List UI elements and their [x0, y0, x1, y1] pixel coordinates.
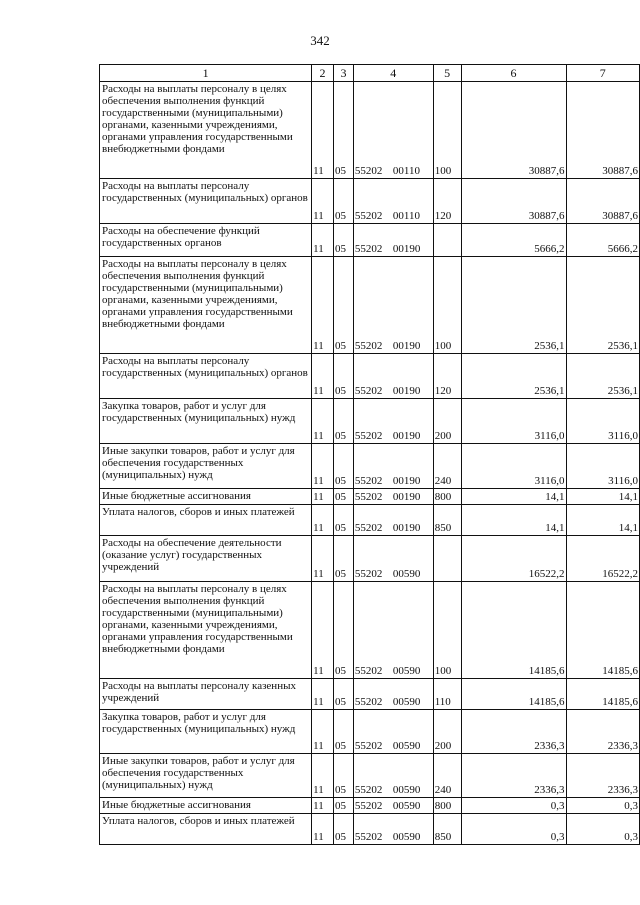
- row-amount-col6: 5666,2: [461, 224, 566, 257]
- target-article-direction: 00590: [392, 665, 421, 677]
- row-name: Расходы на выплаты персоналу в целях обеспечения выполнения функций государственными (муниципальными) органами, казенными учреждениями, органами управления государственными внебюджетными фондами: [100, 82, 312, 179]
- target-article-direction: 00590: [392, 568, 421, 580]
- target-article-program: 55202: [354, 665, 383, 677]
- target-article-program: 55202: [354, 475, 383, 487]
- row-amount-col6: 30887,6: [461, 179, 566, 224]
- target-article-direction: 00590: [392, 784, 421, 796]
- row-amount-col6: 2336,3: [461, 710, 566, 754]
- row-section: 11: [312, 444, 334, 489]
- row-target-article: [353, 179, 433, 224]
- target-article-program: 55202: [354, 522, 383, 534]
- row-amount-col6: 3116,0: [461, 444, 566, 489]
- row-amount-col7: 3116,0: [566, 444, 640, 489]
- row-name: Иные бюджетные ассигнования: [100, 798, 312, 814]
- target-article-program: 55202: [354, 210, 383, 222]
- row-amount-col6: 14,1: [461, 505, 566, 536]
- row-target-article: [353, 582, 433, 679]
- row-expense-type: 200: [433, 710, 461, 754]
- row-name: Расходы на выплаты персоналу государственных (муниципальных) органов: [100, 179, 312, 224]
- row-target-article: [353, 814, 433, 845]
- table-row: [100, 536, 640, 582]
- row-subsection: 05: [333, 814, 353, 845]
- row-subsection: 05: [333, 444, 353, 489]
- row-section: 11: [312, 582, 334, 679]
- row-expense-type: [433, 224, 461, 257]
- row-subsection: 05: [333, 224, 353, 257]
- target-article-direction: 00190: [392, 243, 421, 255]
- target-article-program: 55202: [354, 800, 383, 812]
- row-subsection: 05: [333, 798, 353, 814]
- target-article-direction: 00110: [392, 165, 420, 177]
- row-amount-col7: 14,1: [566, 489, 640, 505]
- table-row: [100, 798, 640, 814]
- target-article-program: 55202: [354, 568, 383, 580]
- target-article-program: 55202: [354, 831, 383, 843]
- row-amount-col6: 14185,6: [461, 679, 566, 710]
- row-expense-type: 800: [433, 489, 461, 505]
- table-row: [100, 354, 640, 399]
- row-amount-col6: 30887,6: [461, 82, 566, 179]
- row-name: Закупка товаров, работ и услуг для государственных (муниципальных) нужд: [100, 399, 312, 444]
- row-amount-col6: 2336,3: [461, 754, 566, 798]
- table-row: [100, 179, 640, 224]
- row-name: Уплата налогов, сборов и иных платежей: [100, 814, 312, 845]
- table-row: [100, 754, 640, 798]
- row-target-article: [353, 224, 433, 257]
- row-target-article: [353, 257, 433, 354]
- row-amount-col6: 14185,6: [461, 582, 566, 679]
- table-row: [100, 399, 640, 444]
- row-name: Иные бюджетные ассигнования: [100, 489, 312, 505]
- table-row: [100, 710, 640, 754]
- row-section: 11: [312, 257, 334, 354]
- row-section: 11: [312, 179, 334, 224]
- row-expense-type: [433, 536, 461, 582]
- table-row: [100, 82, 640, 179]
- row-expense-type: 120: [433, 354, 461, 399]
- table-row: [100, 582, 640, 679]
- row-amount-col6: 2536,1: [461, 257, 566, 354]
- header-col-4: 4: [353, 65, 433, 82]
- header-col-6: 6: [461, 65, 566, 82]
- row-section: 11: [312, 679, 334, 710]
- target-article-direction: 00190: [392, 430, 421, 442]
- target-article-direction: 00590: [392, 740, 421, 752]
- row-amount-col7: 2336,3: [566, 710, 640, 754]
- table-row: [100, 814, 640, 845]
- row-expense-type: 240: [433, 754, 461, 798]
- row-target-article: [353, 444, 433, 489]
- row-name: Расходы на обеспечение функций государственных органов: [100, 224, 312, 257]
- row-name: Иные закупки товаров, работ и услуг для обеспечения государственных (муниципальных) нужд: [100, 444, 312, 489]
- header-row: [100, 65, 640, 82]
- row-section: 11: [312, 754, 334, 798]
- row-target-article: [353, 536, 433, 582]
- row-target-article: [353, 82, 433, 179]
- row-amount-col6: 3116,0: [461, 399, 566, 444]
- row-section: 11: [312, 354, 334, 399]
- row-subsection: 05: [333, 536, 353, 582]
- row-name: Расходы на выплаты персоналу государственных (муниципальных) органов: [100, 354, 312, 399]
- table-row: [100, 257, 640, 354]
- row-name: Расходы на обеспечение деятельности (оказание услуг) государственных учреждений: [100, 536, 312, 582]
- table-row: [100, 444, 640, 489]
- row-subsection: 05: [333, 399, 353, 444]
- target-article-direction: 00590: [392, 800, 421, 812]
- header-col-3: 3: [333, 65, 353, 82]
- row-target-article: [353, 505, 433, 536]
- row-section: 11: [312, 489, 334, 505]
- row-section: 11: [312, 505, 334, 536]
- row-amount-col6: 0,3: [461, 798, 566, 814]
- row-target-article: [353, 754, 433, 798]
- row-name: Расходы на выплаты персоналу казенных учреждений: [100, 679, 312, 710]
- row-subsection: 05: [333, 710, 353, 754]
- row-subsection: 05: [333, 754, 353, 798]
- row-target-article: [353, 399, 433, 444]
- row-section: 11: [312, 710, 334, 754]
- row-name: Расходы на выплаты персоналу в целях обеспечения выполнения функций государственными (муниципальными) органами, казенными учреждениями, органами управления государственными внебюджетными фондами: [100, 257, 312, 354]
- row-target-article: [353, 489, 433, 505]
- row-name: Иные закупки товаров, работ и услуг для обеспечения государственных (муниципальных) нужд: [100, 754, 312, 798]
- row-target-article: [353, 798, 433, 814]
- row-amount-col6: 16522,2: [461, 536, 566, 582]
- target-article-program: 55202: [354, 385, 383, 397]
- target-article-direction: 00590: [392, 696, 421, 708]
- row-amount-col7: 5666,2: [566, 224, 640, 257]
- row-subsection: 05: [333, 179, 353, 224]
- target-article-direction: 00190: [392, 475, 421, 487]
- row-subsection: 05: [333, 257, 353, 354]
- row-name: Расходы на выплаты персоналу в целях обеспечения выполнения функций государственными (муниципальными) органами, казенными учреждениями, органами управления государственными внебюджетными фондами: [100, 582, 312, 679]
- row-section: 11: [312, 536, 334, 582]
- target-article-program: 55202: [354, 430, 383, 442]
- target-article-program: 55202: [354, 740, 383, 752]
- row-expense-type: 100: [433, 582, 461, 679]
- row-amount-col7: 14185,6: [566, 679, 640, 710]
- target-article-direction: 00110: [392, 210, 420, 222]
- target-article-program: 55202: [354, 696, 383, 708]
- target-article-direction: 00190: [392, 340, 421, 352]
- row-expense-type: 200: [433, 399, 461, 444]
- row-name: Закупка товаров, работ и услуг для государственных (муниципальных) нужд: [100, 710, 312, 754]
- budget-table: [99, 64, 640, 845]
- row-amount-col7: 0,3: [566, 798, 640, 814]
- row-subsection: 05: [333, 489, 353, 505]
- row-amount-col7: 14185,6: [566, 582, 640, 679]
- row-amount-col6: 0,3: [461, 814, 566, 845]
- row-section: 11: [312, 224, 334, 257]
- row-expense-type: 800: [433, 798, 461, 814]
- row-subsection: 05: [333, 582, 353, 679]
- row-expense-type: 240: [433, 444, 461, 489]
- header-col-7: 7: [566, 65, 640, 82]
- row-subsection: 05: [333, 354, 353, 399]
- header-col-1: 1: [100, 65, 312, 82]
- target-article-direction: 00590: [392, 831, 421, 843]
- row-subsection: 05: [333, 679, 353, 710]
- row-amount-col7: 16522,2: [566, 536, 640, 582]
- row-amount-col7: 2536,1: [566, 257, 640, 354]
- target-article-direction: 00190: [392, 385, 421, 397]
- row-target-article: [353, 679, 433, 710]
- row-amount-col7: 30887,6: [566, 179, 640, 224]
- target-article-program: 55202: [354, 340, 383, 352]
- header-col-5: 5: [433, 65, 461, 82]
- row-expense-type: 100: [433, 257, 461, 354]
- row-target-article: [353, 710, 433, 754]
- target-article-program: 55202: [354, 491, 383, 503]
- target-article-program: 55202: [354, 243, 383, 255]
- row-amount-col7: 14,1: [566, 505, 640, 536]
- row-name: Уплата налогов, сборов и иных платежей: [100, 505, 312, 536]
- row-section: 11: [312, 399, 334, 444]
- table-row: [100, 224, 640, 257]
- row-expense-type: 850: [433, 814, 461, 845]
- table-row: [100, 679, 640, 710]
- target-article-program: 55202: [354, 165, 383, 177]
- target-article-direction: 00190: [392, 491, 421, 503]
- row-amount-col7: 0,3: [566, 814, 640, 845]
- row-expense-type: 100: [433, 82, 461, 179]
- row-expense-type: 110: [433, 679, 461, 710]
- row-amount-col7: 2536,1: [566, 354, 640, 399]
- table-row: [100, 505, 640, 536]
- row-amount-col7: 30887,6: [566, 82, 640, 179]
- page-number: 342: [310, 33, 330, 48]
- target-article-program: 55202: [354, 784, 383, 796]
- row-expense-type: 850: [433, 505, 461, 536]
- row-subsection: 05: [333, 505, 353, 536]
- target-article-direction: 00190: [392, 522, 421, 534]
- row-amount-col7: 2336,3: [566, 754, 640, 798]
- row-section: 11: [312, 82, 334, 179]
- row-section: 11: [312, 814, 334, 845]
- row-subsection: 05: [333, 82, 353, 179]
- row-target-article: [353, 354, 433, 399]
- header-col-2: 2: [312, 65, 334, 82]
- row-amount-col6: 2536,1: [461, 354, 566, 399]
- table-row: [100, 489, 640, 505]
- row-expense-type: 120: [433, 179, 461, 224]
- row-section: 11: [312, 798, 334, 814]
- row-amount-col6: 14,1: [461, 489, 566, 505]
- row-amount-col7: 3116,0: [566, 399, 640, 444]
